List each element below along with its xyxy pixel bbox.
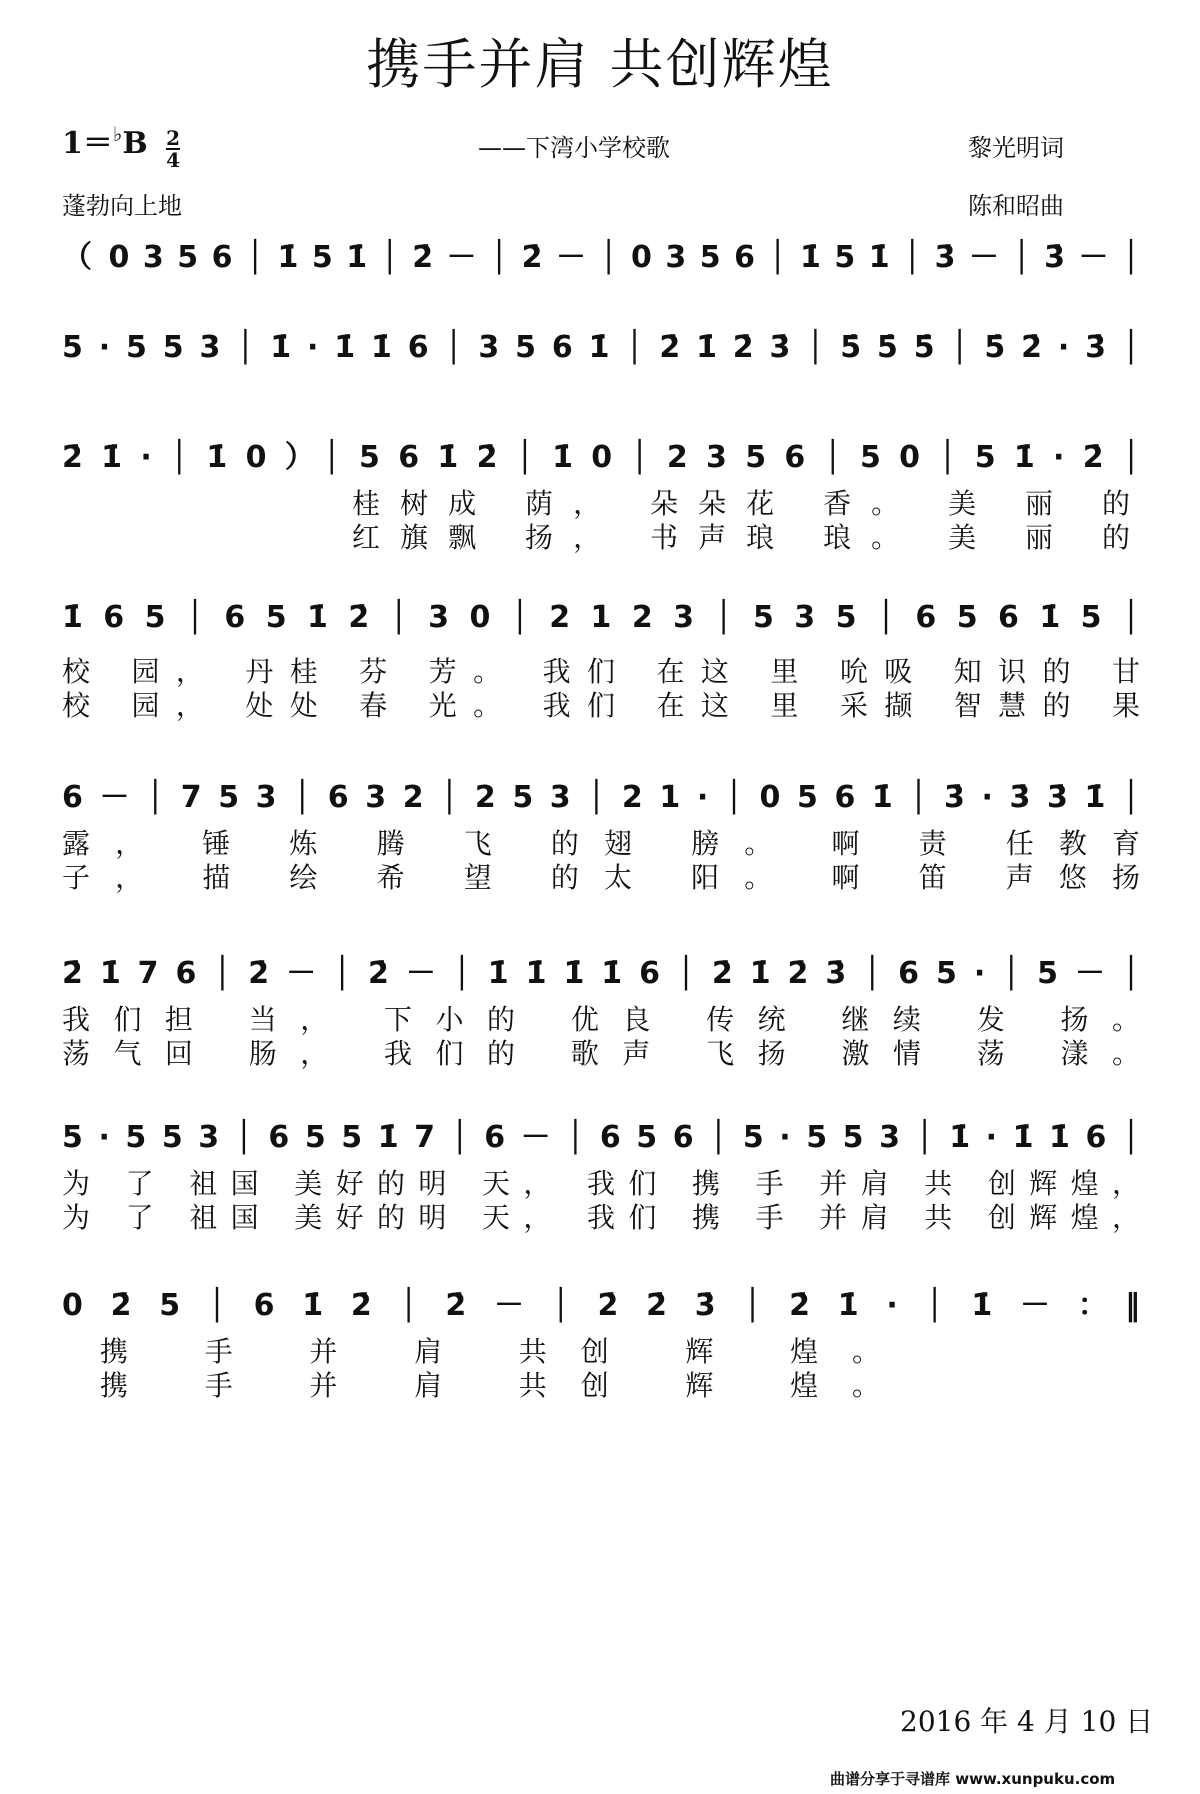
time-top: 2 xyxy=(166,126,181,150)
lyric-line: 荡气回 肠， 我们的 歌声 飞扬 激情 荡 漾。 xyxy=(62,1037,1140,1070)
lyric-line: 为 了 祖国 美好的明 天， 我们 携 手 并肩 共 创辉煌， xyxy=(62,1201,1140,1234)
notation-row: 5 · 5 5 3 │ 1̇ · 1̇ 1̇ 6 │ 3 5 6 1̇ │ 2̇ 1̇ 2̇ 3̇ │ 5̇ 5̇ 5̇ │ 5̇ 2̇ · 3̇ │ xyxy=(62,330,1140,365)
notation-row: 2̇ 1̇ 7 6 │ 2̇ － │ 2̇ － │ 1̇ 1̇ 1̇ 1̇ 6 │ 2̇ 1̇ 2̇ 3̇ │ 6 5 · │ 5 － │ xyxy=(62,956,1140,991)
key-prefix: 1＝ xyxy=(62,126,113,161)
lyric-line: 携 手 并 肩 共创 辉 煌。 xyxy=(100,1335,880,1368)
lyric-line: 校 园， 丹桂 芬 芳。 我们 在这 里 吮吸 知识的 甘 xyxy=(62,655,1140,688)
tempo-marking: 蓬勃向上地 xyxy=(62,192,182,220)
notation-row: 1̇ 6 5 │ 6 5 1̇ 2̇ │ 3 0 │ 2 1 2 3 │ 5 3 5 │ 6 5 6 1̇ 5 │ xyxy=(62,600,1140,635)
lyric-line: 露， 锤 炼 腾 飞 的翅 膀。 啊 责 任教育 xyxy=(62,827,1140,860)
notation-row: 2̇ 1̇ · │ 1̇ 0 ）│ 5 6 1̇ 2̇ │ 1̇ 0 │ 2 3 5 6 │ 5 0 │ 5 1̇ · 2̇ │ xyxy=(62,440,1140,475)
date: 2016 年 4 月 10 日 xyxy=(900,1705,1154,1738)
lyric-line: 校 园， 处处 春 光。 我们 在这 里 采撷 智慧的 果 xyxy=(62,689,1140,722)
notation-row: 5 · 5 5 3 │ 6 5 5 1̇ 7 │ 6 － │ 6 5 6 │ 5 · 5 5 3 │ 1̇ · 1̇ 1̇ 6 │ xyxy=(62,1120,1140,1155)
time-bottom: 4 xyxy=(166,148,181,172)
lyric-line: 为 了 祖国 美好的明 天， 我们 携 手 并肩 共 创辉煌， xyxy=(62,1167,1140,1200)
time-signature xyxy=(166,128,180,170)
notation-row: 6 － │ 7 5 3 │ 6 3 2 │ 2 5 3 │ 2 1 · │ 0 5 6 1̇ │ 3̇ · 3̇ 3̇ 1̇ │ xyxy=(62,780,1140,815)
subtitle: ——下湾小学校歌 xyxy=(478,134,670,162)
lyric-line: 携 手 并 肩 共创 辉 煌。 xyxy=(100,1369,880,1402)
key-note: B xyxy=(122,126,148,161)
key-signature xyxy=(62,118,180,170)
lyric-line: 红旗飘 扬， 书声琅 琅。 美 丽 的 xyxy=(352,521,1130,554)
song-title: 携手并肩 共创辉煌 xyxy=(366,33,834,96)
lyric-line: 子， 描 绘 希 望 的太 阳。 啊 笛 声悠扬 xyxy=(62,861,1140,894)
lyric-line: 我们担 当， 下小的 优良 传统 继续 发 扬。 xyxy=(62,1003,1140,1036)
lyricist: 黎光明词 xyxy=(968,134,1064,162)
notation-row: （ 0 3 5 6 │ 1̇ 5 1̇ │ 2̇ － │ 2̇ － │ 0 3 5 6 │ 1̇ 5 1̇ │ 3̇ － │ 3̇ － │ xyxy=(62,240,1140,275)
footer-credit: 曲谱分享于寻谱库 www.xunpuku.com xyxy=(830,1770,1116,1788)
composer: 陈和昭曲 xyxy=(968,192,1064,220)
lyric-line: 桂树成 荫， 朵朵花 香。 美 丽 的 xyxy=(352,487,1130,520)
flat-sign: ♭ xyxy=(112,122,123,146)
notation-row: 0 2̇ 5 │ 6 1̇ 2̇ │ 2̇ － │ 2̇ 2̇ 3̇ │ 2̇ 1̇ · │ 1̇ － ：‖ xyxy=(62,1288,1140,1323)
